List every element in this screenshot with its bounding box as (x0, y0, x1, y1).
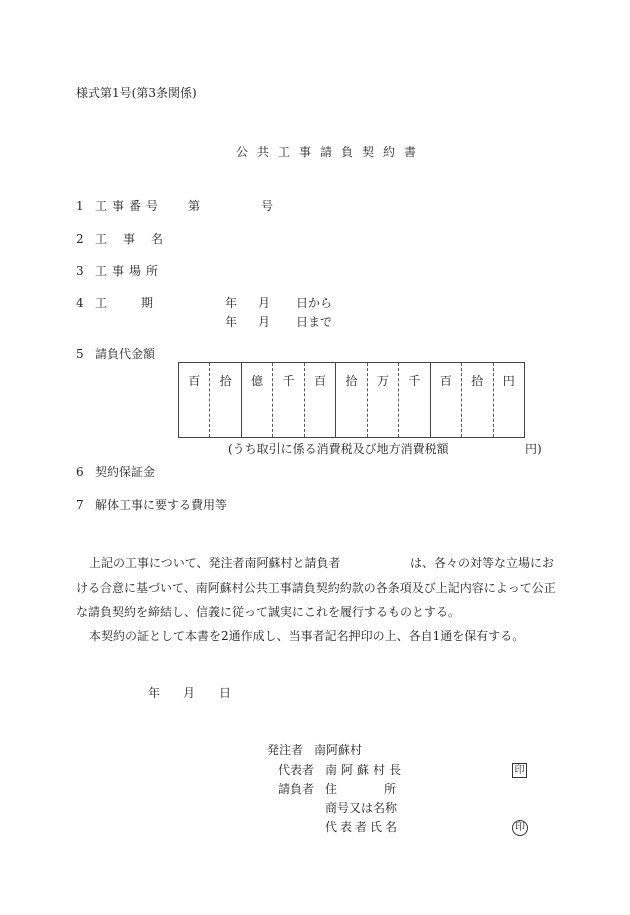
rep-label: 代表者 (278, 763, 315, 777)
date-day: 日 (219, 686, 232, 700)
period-start-month: 月 (258, 296, 271, 310)
address-label-a: 住 (325, 782, 338, 796)
item-4-num: 4 (76, 296, 84, 310)
orderer-label: 発注者 (267, 743, 304, 757)
period-end-year: 年 (225, 315, 238, 329)
period-end-day: 日まで (296, 315, 333, 329)
unit-cell[interactable]: 拾 (336, 363, 367, 438)
body-line-1a: 上記の工事について、発注者南阿蘇村と請負者 (89, 556, 341, 570)
unit-cell[interactable]: 千 (273, 363, 304, 438)
unit-cell[interactable]: 拾 (462, 363, 493, 438)
unit-cell[interactable]: 百 (304, 363, 335, 438)
item-2-num: 2 (76, 232, 84, 246)
date-month: 月 (183, 686, 196, 700)
item-3-num: 3 (76, 264, 84, 278)
body-line-2: ける合意に基づいて、南阿蘇村公共工事請負契約約款の各条項及び上記内容によって公正 (76, 581, 556, 595)
body-line-3: な請負契約を締結し、信義に従って誠実にこれを履行するものとする。 (76, 605, 461, 619)
item-1-label: 工事番号 (95, 199, 164, 213)
unit-cell[interactable]: 千 (399, 363, 430, 438)
unit-cell[interactable]: 円 (502, 374, 515, 388)
item-6-label: 契約保証金 (95, 465, 156, 479)
seal-circle-icon: 印 (512, 820, 528, 836)
address-label-b: 所 (384, 782, 397, 796)
item-5-num: 5 (76, 347, 84, 361)
item-3-label: 工事場所 (95, 264, 164, 278)
form-label: 様式第1号(第3条関係) (76, 86, 197, 100)
contractor-rep-label: 代表者氏名 (325, 820, 401, 834)
item-4-label-right: 期 (141, 296, 154, 310)
unit-cell[interactable]: 拾 (210, 363, 241, 438)
body-line-4: 本契約の証として本書を2通作成し、当事者記名押印の上、各自1通を保有する。 (89, 629, 525, 643)
item-1-prefix: 第 (188, 199, 201, 213)
unit-cell[interactable]: 億 (241, 363, 272, 438)
period-end-month: 月 (258, 315, 271, 329)
tax-note-suffix: 円) (525, 442, 542, 456)
seal-square-icon: 印 (512, 763, 527, 778)
item-1-num: 1 (76, 199, 84, 213)
item-6-num: 6 (76, 465, 84, 479)
company-label: 商号又は名称 (325, 801, 398, 815)
item-4-label-left: 工 (95, 296, 108, 310)
orderer-name: 南阿蘇村 (314, 743, 363, 757)
unit-cell[interactable]: 百 (430, 363, 461, 438)
tax-note-prefix: (うち取引に係る消費税及び地方消費税額 (228, 442, 449, 456)
item-1-suffix: 号 (261, 199, 274, 213)
item-5-label: 請負代金額 (95, 347, 156, 361)
unit-cell[interactable]: 百 (179, 363, 210, 438)
item-7-num: 7 (76, 498, 84, 512)
amount-table (178, 362, 525, 438)
body-line-1b: は、各々の対等な立場にお (410, 556, 555, 570)
unit-cell[interactable]: 万 (367, 363, 398, 438)
period-start-year: 年 (225, 296, 238, 310)
rep-name: 南阿蘇村長 (325, 763, 406, 777)
contractor-label: 請負者 (278, 782, 315, 796)
date-year: 年 (148, 686, 161, 700)
document-title: 公共工事請負契約書 (236, 145, 426, 159)
item-7-label: 解体工事に要する費用等 (95, 498, 228, 512)
item-2-label: 工 事 名 (95, 232, 166, 246)
period-start-day: 日から (296, 296, 333, 310)
